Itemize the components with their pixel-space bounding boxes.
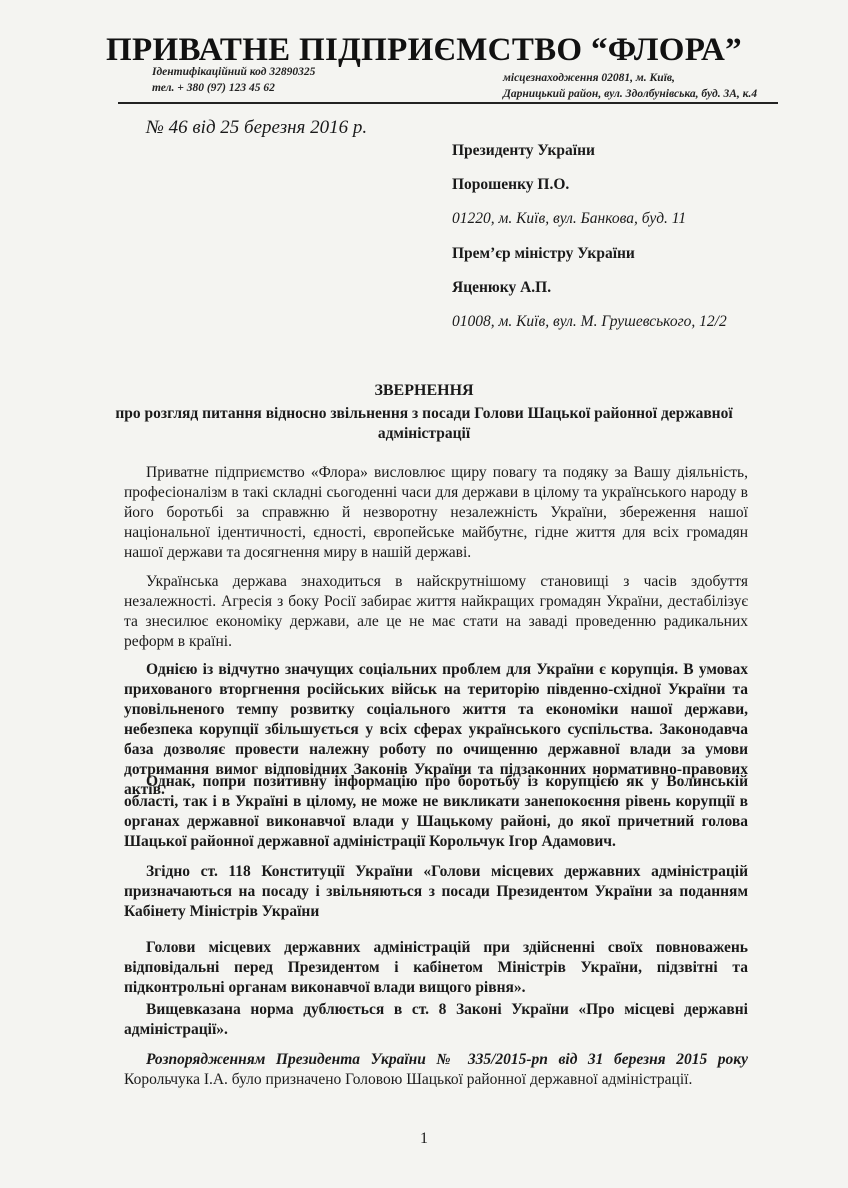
addressee-line-4: Прем’єр міністру України: [452, 245, 635, 262]
company-name: ПРИВАТНЕ ПІДПРИЄМСТВО “ФЛОРА”: [106, 32, 742, 68]
paragraph-3: Однією із відчутно значущих соціальних проблем для України є корупція. В умовах прихованого вторгнення російських військ на територію південно-східної України та уповільненого темпу розвитку соціального життя та економіки нашої держави, небезпека корупції збільшується у всіх сферах українського суспільства. Законодавча база дозволяє провести належну роботу по очищенню державної влади за умови дотримання вимог відповідних Законів України та підзаконних нормативно-правових актів.: [124, 661, 748, 798]
addressee-line-1: Президенту України: [452, 142, 595, 159]
location-line-1: місцезнаходження 02081, м. Київ,: [503, 72, 675, 84]
paragraph-8-rest: Корольчука І.А. було призначено Головою Шацької районної державної адміністрації.: [124, 1071, 693, 1088]
location-line-2: Дарницький район, вул. Здолбунівська, буд. 3А, к.4: [503, 88, 758, 100]
phone: тел. + 380 (97) 123 45 62: [152, 82, 275, 94]
paragraph-8: [124, 1050, 748, 1090]
paragraph-1: Приватне підприємство «Флора» висловлює щиру повагу та подяку за Вашу діяльність, професіоналізм в такі складні сьогоденні часи для держави в цілому та українського народу в його боротьбі за справжню й незворотну незалежність України, збереження нашої національної ідентичності, єдності, європейське майбутнє, гідне життя для всіх громадян нашої держави та досягнення миру в нашій державі.: [124, 464, 748, 561]
page-number: 1: [420, 1130, 428, 1147]
paragraph-2: Українська держава знаходиться в найскрутнішому становищі з часів здобуття незалежності. Агресія з боку Росії забирає життя найкращих громадян України, дестабілізує та знесилює економіку держави, але це не має стати на заваді проведенню радикальних реформ в країні.: [124, 573, 748, 650]
id-code: Ідентифікаційний код 32890325: [152, 66, 316, 78]
paragraph-5: Згідно ст. 118 Конституції України «Голови місцевих державних адміністрацій призначаються на посаду і звільняються з посади Президентом України за поданням Кабінету Міністрів України: [124, 863, 748, 920]
addressee-line-5: Яценюку А.П.: [452, 279, 552, 296]
letterhead-right: [503, 70, 757, 102]
addressee-line-3: 01220, м. Київ, вул. Банкова, буд. 11: [452, 210, 687, 227]
header-divider: [118, 102, 778, 104]
document-subtitle: про розгляд питання відносно звільнення з посади Голови Шацької районної державної адміністрації: [115, 405, 733, 442]
addressee-line-6: 01008, м. Київ, вул. М. Грушевського, 12/2: [452, 313, 727, 330]
decree-reference: Розпорядженням Президента України № 335/2015-рп від 31 березня 2015 року: [146, 1051, 748, 1068]
addressee-line-2: Порошенку П.О.: [452, 176, 570, 193]
document-number: № 46 від 25 березня 2016 р.: [146, 117, 368, 138]
paragraph-7: Вищевказана норма дублюється в ст. 8 Законі України «Про місцеві державні адміністрації».: [124, 1001, 748, 1038]
document-title: ЗВЕРНЕННЯ: [374, 382, 474, 399]
letterhead-left: [152, 64, 315, 96]
paragraph-6: Голови місцевих державних адміністрацій при здійсненні своїх повноважень відповідальні перед Президентом і кабінетом Міністрів України, підзвітні та підконтрольні органам виконавчої влади вищого рівня».: [124, 939, 748, 996]
paragraph-4: Однак, попри позитивну інформацію про боротьбу із корупцією як у Волинській області, так і в Україні в цілому, не може не викликати занепокоєння рівень корупції в органах державної виконавчої влади у Шацькому районі, до якої причетний голова Шацької районної державної адміністрації Корольчук Ігор Адамович.: [124, 773, 748, 850]
